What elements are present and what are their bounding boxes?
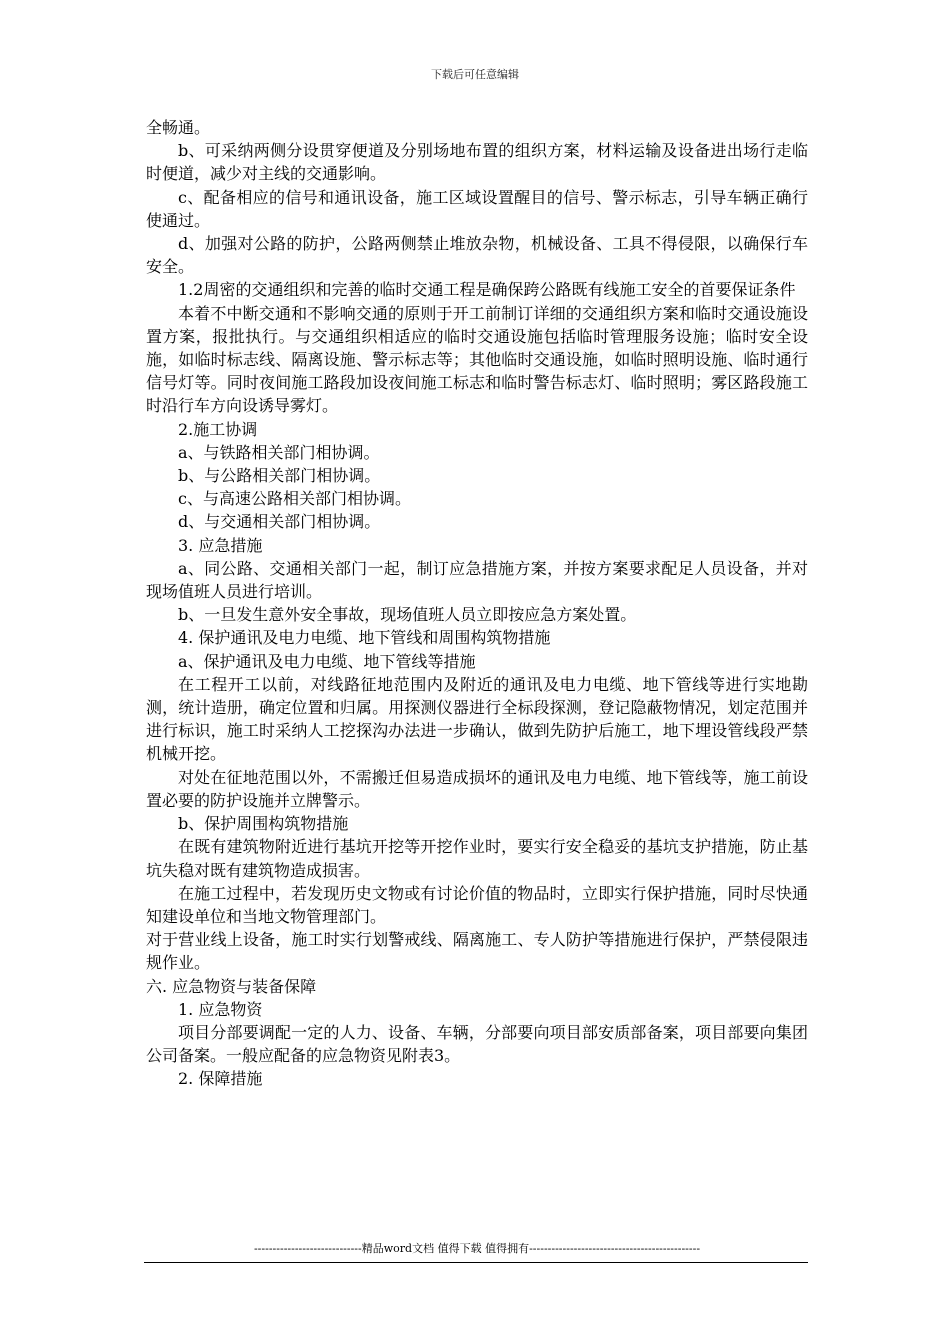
- paragraph: a、保护通讯及电力电缆、地下管线等措施: [178, 651, 476, 671]
- paragraph: c、与高速公路相关部门相协调。: [178, 489, 411, 509]
- paragraph: 1. 应急物资: [178, 999, 263, 1019]
- document-body: [146, 116, 808, 1091]
- paragraph: b、与公路相关部门相协调。: [178, 466, 381, 486]
- paragraph: 对处在征地范围以外，不需搬迁但易造成损坏的通讯及电力电缆、地下管线等，施工前设置必要的防护设施并立牌警示。: [146, 767, 808, 810]
- paragraph: b、可采纳两侧分设贯穿便道及分别场地布置的组织方案，材料运输及设备进出场行走临时便道，减少对主线的交通影响。: [146, 141, 808, 184]
- paragraph: d、加强对公路的防护，公路两侧禁止堆放杂物，机械设备、工具不得侵限，以确保行车安全。: [146, 234, 808, 277]
- paragraph: 2. 保障措施: [178, 1069, 263, 1089]
- paragraph: b、一旦发生意外安全事故，现场值班人员立即按应急方案处置。: [178, 605, 637, 625]
- footer-divider: [144, 1262, 808, 1263]
- paragraph: 4. 保护通讯及电力电缆、地下管线和周围构筑物措施: [178, 628, 551, 648]
- paragraph: 1.2周密的交通组织和完善的临时交通工程是确保跨公路既有线施工安全的首要保证条件: [178, 280, 796, 300]
- paragraph: 在工程开工以前，对线路征地范围内及附近的通讯及电力电缆、地下管线等进行实地勘测，统计造册，确定位置和归属。用探测仪器进行全标段探测，登记隐蔽物情况，划定范围并进行标识，施工时采纳人工挖探沟办法进一步确认，做到先防护后施工，地下埋设管线段严禁机械开挖。: [146, 674, 808, 764]
- paragraph: 在既有建筑物附近进行基坑开挖等开挖作业时，要实行安全稳妥的基坑支护措施，防止基坑失稳对既有建筑物造成损害。: [146, 837, 808, 880]
- paragraph: 在施工过程中，若发现历史文物或有讨论价值的物品时，立即实行保护措施，同时尽快通知建设单位和当地文物管理部门。: [146, 883, 808, 926]
- paragraph: 本着不中断交通和不影响交通的原则于开工前制订详细的交通组织方案和临时交通设施设置方案，报批执行。与交通组织相适应的临时交通设施包括临时管理服务设施；临时安全设施，如临时标志线、隔离设施、警示标志等；其他临时交通设施，如临时照明设施、临时通行信号灯等。同时夜间施工路段加设夜间施工标志和临时警告标志灯、临时照明；雾区路段施工时沿行车方向设诱导雾灯。: [146, 303, 808, 416]
- paragraph: a、同公路、交通相关部门一起，制订应急措施方案，并按方案要求配足人员设备，并对现场值班人员进行培训。: [146, 558, 808, 602]
- paragraph: 2.施工协调: [178, 419, 258, 439]
- paragraph: a、与铁路相关部门相协调。: [178, 442, 380, 462]
- paragraph: b、保护周围构筑物措施: [178, 814, 349, 834]
- paragraph: 六. 应急物资与装备保障: [146, 976, 317, 996]
- paragraph: 对于营业线上设备，施工时实行划警戒线、隔离施工、专人防护等措施进行保护，严禁侵限违规作业。: [146, 930, 808, 973]
- paragraph: 3. 应急措施: [178, 535, 263, 555]
- paragraph: d、与交通相关部门相协调。: [178, 512, 381, 532]
- paragraph: c、配备相应的信号和通讯设备，施工区域设置醒目的信号、警示标志，引导车辆正确行使通过。: [146, 187, 808, 230]
- page-footer: -----------------------------精品word文档 值得下载 值得拥有----------------------------------------------: [253, 1242, 701, 1255]
- paragraph: 项目分部要调配一定的人力、设备、车辆，分部要向项目部安质部备案，项目部要向集团公司备案。一般应配备的应急物资见附表3。: [146, 1022, 808, 1066]
- page-header: 下载后可任意编辑: [431, 68, 519, 81]
- paragraph: 全畅通。: [146, 118, 211, 137]
